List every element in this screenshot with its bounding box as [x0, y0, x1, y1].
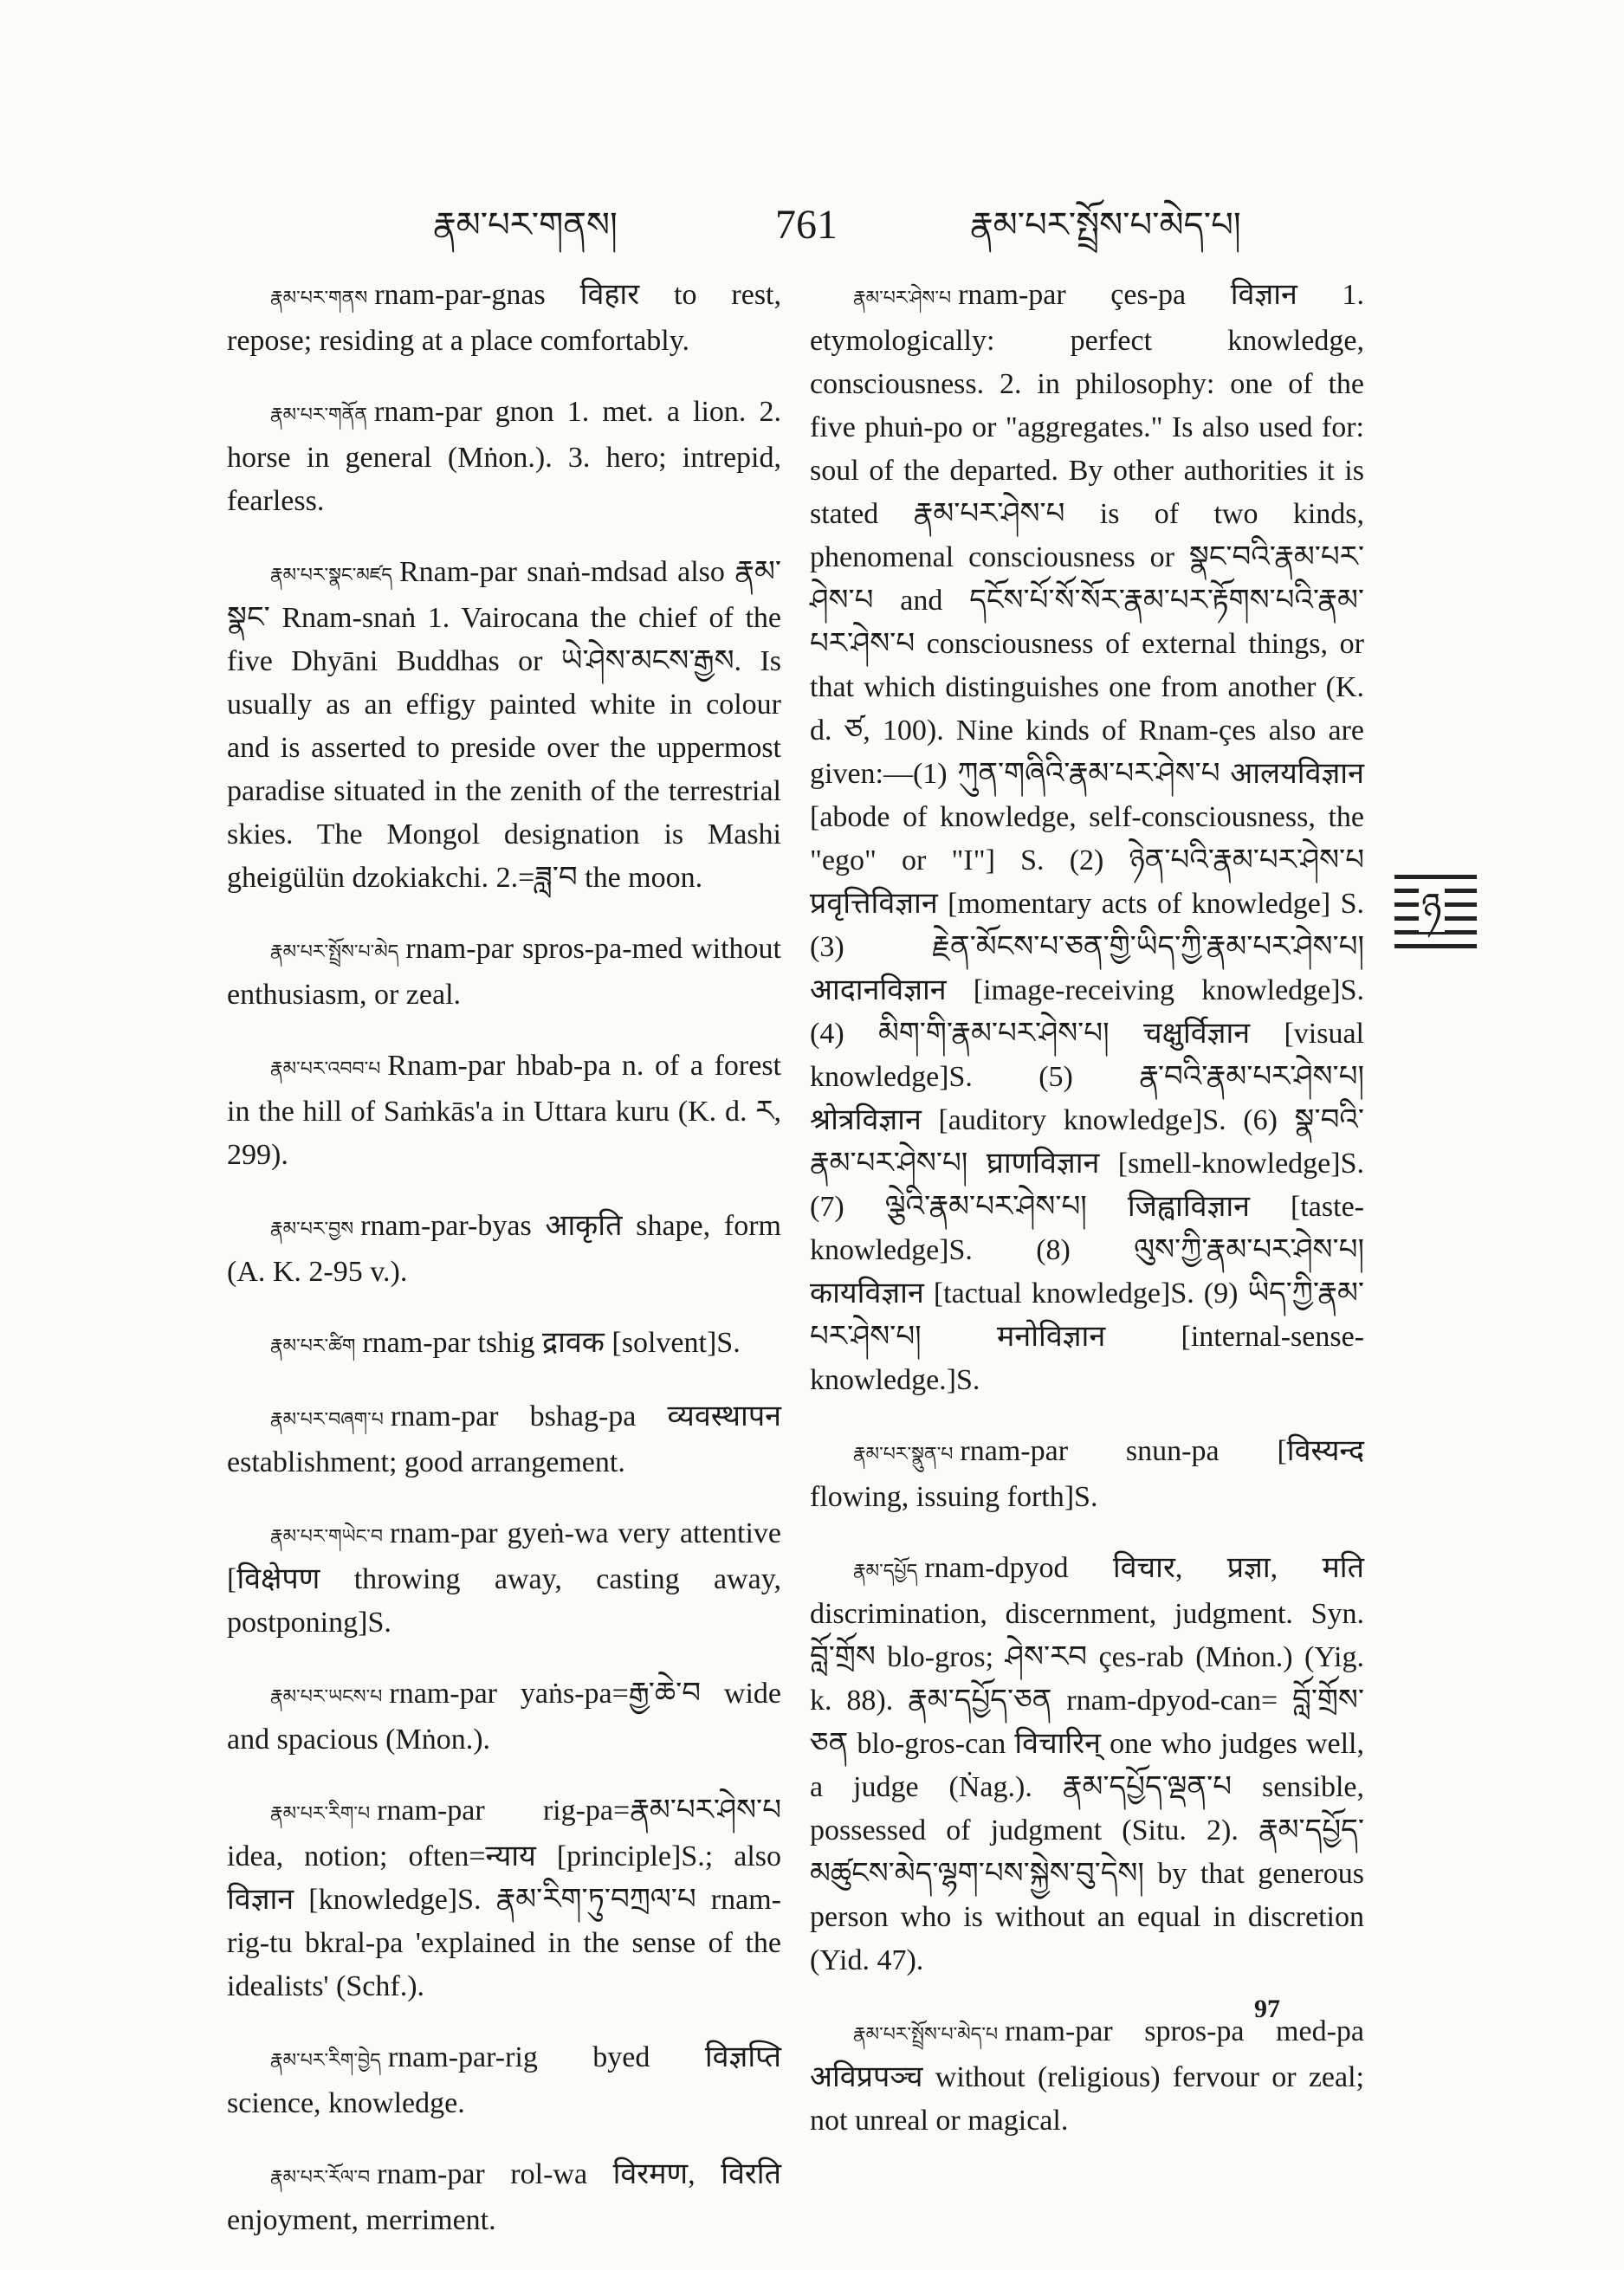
- tibetan-headword: རྣམ་པར་སྤྲོས་པ་མེད: [270, 941, 399, 962]
- tibetan-headword: རྣམ་དཔྱོད: [853, 1560, 918, 1581]
- entry-text: rnam-par rol-wa विरमण, विरति enjoyment, merriment.: [227, 2158, 781, 2236]
- entry-text: rnam-par snun-pa [विस्यन्द flowing, issuing forth]S.: [810, 1435, 1364, 1513]
- entry-text: rnam-par yaṅs-pa=རྒྱ་ཆེ་བ wide and spacious (Mṅon.).: [227, 1678, 781, 1756]
- dictionary-entry: [810, 1430, 1364, 1519]
- dictionary-entry: [227, 274, 781, 363]
- entry-text: rnam-par tshig द्रावक [solvent]S.: [362, 1327, 741, 1359]
- entry-text: rnam-par-gnas विहार to rest, repose; residing at a place comfortably.: [227, 279, 781, 357]
- entry-text: rnam-par bshag-pa व्यवस्थापन establishment; good arrangement.: [227, 1400, 781, 1478]
- entry-text: rnam-par gyeṅ-wa very attentive [विक्षेपण throwing away, casting away, postponing]S.: [227, 1517, 781, 1639]
- tibetan-headword: རྣམ་པར་འབབ་པ: [270, 1057, 381, 1079]
- entry-text: rnam-par spros-pa-med without enthusiasm, or zeal.: [227, 933, 781, 1011]
- tibetan-headword: རྣམ་པར་གནས: [270, 287, 368, 308]
- entry-text: rnam-par çes-pa विज्ञान 1. etymologically: perfect knowledge, consciousness. 2. in philosophy: one of the five phuṅ-po or "aggregates." Is also used for: soul of the departed. By other authorities it is stated རྣམ་པར་ཤེས་པ is of two kinds, phenomenal consciousness or སྣང་བའི་རྣམ་པར་ཤེས་པ and དངོས་པོ་སོ་སོར་རྣམ་པར་རྟོགས་པའི་རྣམ་པར་ཤེས་པ consciousness of external things, or that which distinguishes one from another (K. d. ཙ, 100). Nine kinds of Rnam-çes also are given:—(1) ཀུན་གཞིའི་རྣམ་པར་ཤེས་པ आलयविज्ञान [abode of knowledge, self-consciousness, the "ego" or "I"] S. (2) ཉེན་པའི་རྣམ་པར་ཤེས་པ प्रवृत्तिविज्ञान [momentary acts of knowledge] S. (3) རྗེན་མོངས་པ་ཅན་གྱི་ཡིད་ཀྱི་རྣམ་པར་ཤེས་པ། आदानविज्ञान [image-receiving knowledge]S. (4) མིག་གི་རྣམ་པར་ཤེས་པ། चक्षुर्विज्ञान [visual knowledge]S. (5) རྣ་བའི་རྣམ་པར་ཤེས་པ། श्रोत्रविज्ञान [auditory knowledge]S. (6) སྣ་བའི་རྣམ་པར་ཤེས་པ། घ्राणविज्ञान [smell-knowledge]S. (7) ལྕེའི་རྣམ་པར་ཤེས་པ། जिह्वाविज्ञान [taste-knowledge]S. (8) ལུས་ཀྱི་རྣམ་པར་ཤེས་པ། कायविज्ञान [tactual knowledge]S. (9) ཡིད་ཀྱི་རྣམ་པར་ཤེས་པ། मनोविज्ञान [internal-sense-knowledge.]S.: [810, 279, 1364, 1396]
- tibetan-headword: རྣམ་པར་གཡེང་བ: [270, 1525, 384, 1547]
- dictionary-entry: [227, 2153, 781, 2242]
- tibetan-headword: རྣམ་པར་ཤེས་པ: [853, 287, 952, 308]
- entry-text: rnam-par gnon 1. met. a lion. 2. horse in general (Mṅon.). 3. hero; intrepid, fearless.: [227, 396, 781, 517]
- tibetan-headword: རྣམ་པར་བཞག་པ: [270, 1408, 384, 1430]
- dictionary-entry: [227, 391, 781, 523]
- signature-mark: 97: [1254, 1995, 1280, 2023]
- tibetan-headword: རྣམ་པར་ཚིག: [270, 1335, 356, 1356]
- tibetan-headword: རྣམ་པར་སྤྲོས་པ་མེད་པ: [853, 2023, 999, 2045]
- dictionary-entry: [227, 1512, 781, 1645]
- dictionary-entry: [227, 2036, 781, 2125]
- tibetan-headword: རྣམ་པར་ཡངས་པ: [270, 1685, 383, 1707]
- dictionary-entry: [227, 1322, 781, 1368]
- dictionary-entry: [810, 1547, 1364, 1982]
- tibetan-headword: རྣམ་པར་སྣང་མཛད: [270, 564, 392, 585]
- dictionary-entry: [227, 1789, 781, 2008]
- entry-text: rnam-dpyod विचार, प्रज्ञा, मति discrimination, discernment, judgment. Syn. བློ་གྲོས blo-gros; ཤེས་རབ çes-rab (Mṅon.) (Yig. k. 88). རྣམ་དཔྱོད་ཅན rnam-dpyod-can= བློ་གྲོས་ཅན blo-gros-can विचारिन् one who judges well, a judge (Ṅag.). རྣམ་དཔྱོད་ལྡན་པ sensible, possessed of judgment (Situ. 2). རྣམ་དཔྱོད་མཚུངས་མེད་ལྷག་པས་སྐྱེས་བུ་དེས། by that generous person who is without an equal in discretion (Yid. 47).: [810, 1552, 1364, 1976]
- tibetan-headword: རྣམ་པར་རིག་བྱེད: [270, 2049, 381, 2071]
- tibetan-headword: རྣམ་པར་སྣུན་པ: [853, 1443, 954, 1465]
- page-number: 761: [775, 202, 838, 248]
- tibetan-headword: རྣམ་པར་གནོན: [270, 404, 368, 425]
- dictionary-entry: [227, 1205, 781, 1294]
- running-head-right: རྣམ་པར་སྤྲོས་པ་མེད་པ།: [970, 205, 1241, 245]
- dictionary-entry: [227, 1395, 781, 1484]
- letter-thumb-tab: [1394, 875, 1477, 951]
- running-head-left: རྣམ་པར་གནས།: [433, 205, 618, 245]
- tibetan-headword: རྣམ་པར་རིག་པ: [270, 1802, 371, 1824]
- dictionary-entry: [227, 1672, 781, 1762]
- thumb-tab-letter: ཉ: [1419, 883, 1445, 932]
- tibetan-headword: རྣམ་པར་བྱས: [270, 1218, 354, 1239]
- tibetan-headword: རྣམ་པར་རོལ་བ: [270, 2166, 371, 2188]
- left-column: [227, 274, 781, 2270]
- right-column: [810, 274, 1364, 2170]
- entry-text: rnam-par spros-pa med-pa अविप्रपञ्च without (religious) fervour or zeal; not unreal or magical.: [810, 2015, 1364, 2137]
- entry-text: rnam-par rig-pa=རྣམ་པར་ཤེས་པ idea, notion; often=न्याय [principle]S.; also विज्ञान [knowledge]S. རྣམ་རིག་ཏུ་བཀྲལ་པ rnam-rig-tu bkral-pa 'explained in the sense of the idealists' (Schf.).: [227, 1795, 781, 2002]
- dictionary-entry: [810, 274, 1364, 1402]
- entry-text: Rnam-par snaṅ-mdsad also རྣམ་སྣང་ Rnam-snaṅ 1. Vairocana the chief of the five Dhyāni Buddhas or ཡེ་ཤེས་མངས་རྒྱས. Is usually as an effigy painted white in colour and is asserted to preside over the uppermost paradise situated in the zenith of the terrestrial skies. The Mongol designation is Mashi gheigülün dzokiakchi. 2.=ཟླ་བ the moon.: [227, 556, 781, 894]
- dictionary-entry: [227, 928, 781, 1017]
- entry-text: Rnam-par hbab-pa n. of a forest in the hill of Saṁkās'a in Uttara kuru (K. d. ར, 299).: [227, 1050, 781, 1171]
- entry-text: rnam-par-rig byed विज्ञप्ति science, knowledge.: [227, 2041, 781, 2119]
- dictionary-entry: [810, 2010, 1364, 2143]
- entry-text: rnam-par-byas आकृति shape, form (A. K. 2-95 v.).: [227, 1210, 781, 1288]
- dictionary-entry: [227, 551, 781, 900]
- dictionary-entry: [227, 1044, 781, 1177]
